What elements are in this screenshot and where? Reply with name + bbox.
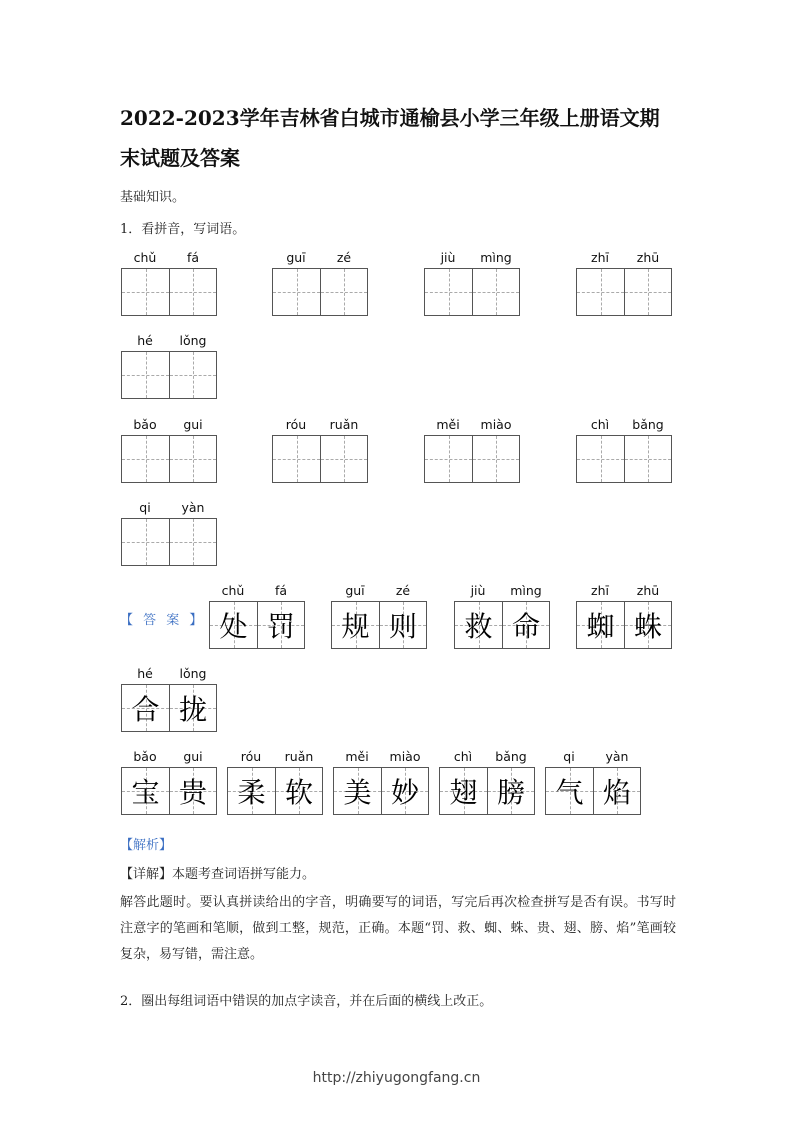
pinyin-label: guī bbox=[286, 250, 306, 265]
pinyin-label: fá bbox=[186, 250, 200, 265]
pinyin-label: hé bbox=[137, 666, 153, 681]
pinyin-label: róu bbox=[285, 417, 307, 432]
writing-grid[interactable] bbox=[424, 435, 520, 483]
tianzige-cell[interactable] bbox=[169, 269, 216, 315]
pinyin-label: miào bbox=[389, 749, 421, 764]
writing-grid[interactable] bbox=[121, 268, 217, 316]
answer-character: 柔 bbox=[237, 776, 266, 809]
writing-grid[interactable] bbox=[576, 435, 672, 483]
answer-character: 膀 bbox=[496, 776, 525, 809]
detail-text: 【详解】本题考查词语拼写能力。 bbox=[120, 867, 316, 882]
writing-grid bbox=[209, 601, 305, 649]
answer-character: 焰 bbox=[602, 776, 631, 809]
tianzige-cell[interactable] bbox=[122, 436, 169, 482]
tianzige-cell bbox=[169, 685, 216, 731]
tianzige-cell bbox=[379, 602, 426, 648]
writing-grid[interactable] bbox=[121, 518, 217, 566]
answer-character: 拢 bbox=[178, 693, 207, 726]
pinyin-label: bǎng bbox=[632, 417, 664, 432]
tianzige-cell bbox=[487, 768, 534, 814]
pinyin-label: mìng bbox=[480, 250, 512, 265]
tianzige-cell bbox=[169, 768, 216, 814]
tianzige-cell[interactable] bbox=[472, 436, 519, 482]
pinyin-label: gui bbox=[183, 749, 203, 764]
tianzige-cell[interactable] bbox=[169, 436, 216, 482]
writing-grid bbox=[121, 767, 217, 815]
pinyin-label: měi bbox=[436, 417, 460, 432]
tianzige-cell bbox=[440, 768, 487, 814]
writing-grid bbox=[333, 767, 429, 815]
answer-character: 宝 bbox=[131, 776, 160, 809]
tianzige-cell[interactable] bbox=[122, 352, 169, 398]
answer-character: 罚 bbox=[266, 610, 295, 643]
pinyin-label: mìng bbox=[510, 583, 542, 598]
pinyin-label: chì bbox=[590, 417, 610, 432]
answer-character: 处 bbox=[219, 610, 248, 643]
pinyin-label: miào bbox=[480, 417, 512, 432]
tianzige-cell[interactable] bbox=[169, 519, 216, 565]
tianzige-cell[interactable] bbox=[320, 436, 367, 482]
writing-grid[interactable] bbox=[424, 268, 520, 316]
writing-grid bbox=[545, 767, 641, 815]
answer-character: 气 bbox=[555, 776, 584, 809]
tianzige-cell bbox=[455, 602, 502, 648]
pinyin-label: hé bbox=[137, 333, 153, 348]
pinyin-label: guī bbox=[345, 583, 365, 598]
tianzige-cell bbox=[210, 602, 257, 648]
document-title-line-2: 末试题及答案 bbox=[120, 146, 240, 170]
pinyin-label: měi bbox=[345, 749, 369, 764]
tianzige-cell bbox=[593, 768, 640, 814]
pinyin-label: yàn bbox=[181, 500, 205, 515]
pinyin-label: jiù bbox=[470, 583, 486, 598]
writing-grid bbox=[439, 767, 535, 815]
pinyin-label: zé bbox=[395, 583, 411, 598]
tianzige-cell bbox=[381, 768, 428, 814]
answer-character: 贵 bbox=[178, 776, 207, 809]
tianzige-cell bbox=[577, 602, 624, 648]
tianzige-cell[interactable] bbox=[273, 269, 320, 315]
answer-character: 蜘 bbox=[586, 610, 615, 643]
tianzige-cell[interactable] bbox=[577, 436, 624, 482]
section-heading: 基础知识。 bbox=[120, 190, 186, 205]
tianzige-cell bbox=[624, 602, 671, 648]
writing-grid[interactable] bbox=[272, 268, 368, 316]
explanation-text: 解答此题时。要认真拼读给出的字音，明确要写的词语，写完后再次检查拼写是否有误。书写时注意字的笔画和笔顺，做到工整，规范，正确。本题“罚、救、蜘、蛛、贵、翅、膀、焰”笔画较复杂，易写错，需注意。 bbox=[120, 895, 676, 962]
tianzige-cell bbox=[257, 602, 304, 648]
pinyin-label: gui bbox=[183, 417, 203, 432]
pinyin-label: bǎo bbox=[133, 749, 157, 764]
answer-character: 合 bbox=[131, 693, 160, 726]
writing-grid bbox=[454, 601, 550, 649]
tianzige-cell[interactable] bbox=[624, 269, 671, 315]
pinyin-label: chǔ bbox=[133, 250, 157, 265]
writing-grid bbox=[576, 601, 672, 649]
pinyin-label: zé bbox=[336, 250, 352, 265]
pinyin-label: zhū bbox=[636, 583, 660, 598]
pinyin-label: chì bbox=[453, 749, 473, 764]
tianzige-cell bbox=[122, 685, 169, 731]
answer-character: 救 bbox=[464, 610, 493, 643]
writing-grid[interactable] bbox=[272, 435, 368, 483]
tianzige-cell[interactable] bbox=[577, 269, 624, 315]
tianzige-cell bbox=[228, 768, 275, 814]
answer-character: 软 bbox=[284, 776, 313, 809]
tianzige-cell[interactable] bbox=[425, 436, 472, 482]
writing-grid bbox=[331, 601, 427, 649]
answer-character: 美 bbox=[343, 776, 372, 809]
tianzige-cell bbox=[275, 768, 322, 814]
pinyin-label: zhū bbox=[636, 250, 660, 265]
pinyin-label: ruǎn bbox=[329, 417, 359, 432]
tianzige-cell[interactable] bbox=[425, 269, 472, 315]
tianzige-cell[interactable] bbox=[472, 269, 519, 315]
answer-character: 命 bbox=[511, 610, 540, 643]
answer-character: 妙 bbox=[390, 776, 419, 809]
tianzige-cell[interactable] bbox=[122, 269, 169, 315]
pinyin-label: lǒng bbox=[179, 666, 207, 681]
pinyin-label: qi bbox=[563, 749, 575, 764]
pinyin-label: yàn bbox=[605, 749, 629, 764]
answer-character: 翅 bbox=[449, 776, 478, 809]
answer-character: 蛛 bbox=[633, 610, 662, 643]
tianzige-cell[interactable] bbox=[169, 352, 216, 398]
answer-character: 则 bbox=[388, 610, 417, 643]
document-title-line-1: 2022-2023学年吉林省白城市通榆县小学三年级上册语文期 bbox=[120, 106, 660, 130]
answer-character: 规 bbox=[341, 610, 370, 643]
pinyin-label: bǎng bbox=[495, 749, 527, 764]
writing-grid bbox=[227, 767, 323, 815]
tianzige-cell bbox=[546, 768, 593, 814]
pinyin-label: róu bbox=[240, 749, 262, 764]
pinyin-label: qi bbox=[139, 500, 151, 515]
writing-grid bbox=[121, 684, 217, 732]
tianzige-cell bbox=[332, 602, 379, 648]
pinyin-label: ruǎn bbox=[284, 749, 314, 764]
tianzige-cell bbox=[334, 768, 381, 814]
pinyin-label: jiù bbox=[440, 250, 456, 265]
answer-label: 【 答 案 】 bbox=[120, 613, 206, 628]
question-2: 2．圈出每组词语中错误的加点字读音，并在后面的横线上改正。 bbox=[120, 994, 493, 1009]
writing-grid[interactable] bbox=[576, 268, 672, 316]
pinyin-label: fá bbox=[274, 583, 288, 598]
pinyin-label: zhī bbox=[591, 583, 609, 598]
tianzige-cell[interactable] bbox=[624, 436, 671, 482]
tianzige-cell[interactable] bbox=[273, 436, 320, 482]
writing-grid[interactable] bbox=[121, 351, 217, 399]
tianzige-cell[interactable] bbox=[320, 269, 367, 315]
tianzige-cell bbox=[122, 768, 169, 814]
pinyin-label: lǒng bbox=[179, 333, 207, 348]
pinyin-label: chǔ bbox=[221, 583, 245, 598]
footer-url: http://zhiyugongfang.cn bbox=[312, 1070, 481, 1086]
tianzige-cell bbox=[502, 602, 549, 648]
analysis-label: 【解析】 bbox=[120, 838, 173, 853]
question-1: 1．看拼音，写词语。 bbox=[120, 222, 246, 237]
tianzige-cell[interactable] bbox=[122, 519, 169, 565]
pinyin-label: zhī bbox=[591, 250, 609, 265]
pinyin-label: bǎo bbox=[133, 417, 157, 432]
writing-grid[interactable] bbox=[121, 435, 217, 483]
